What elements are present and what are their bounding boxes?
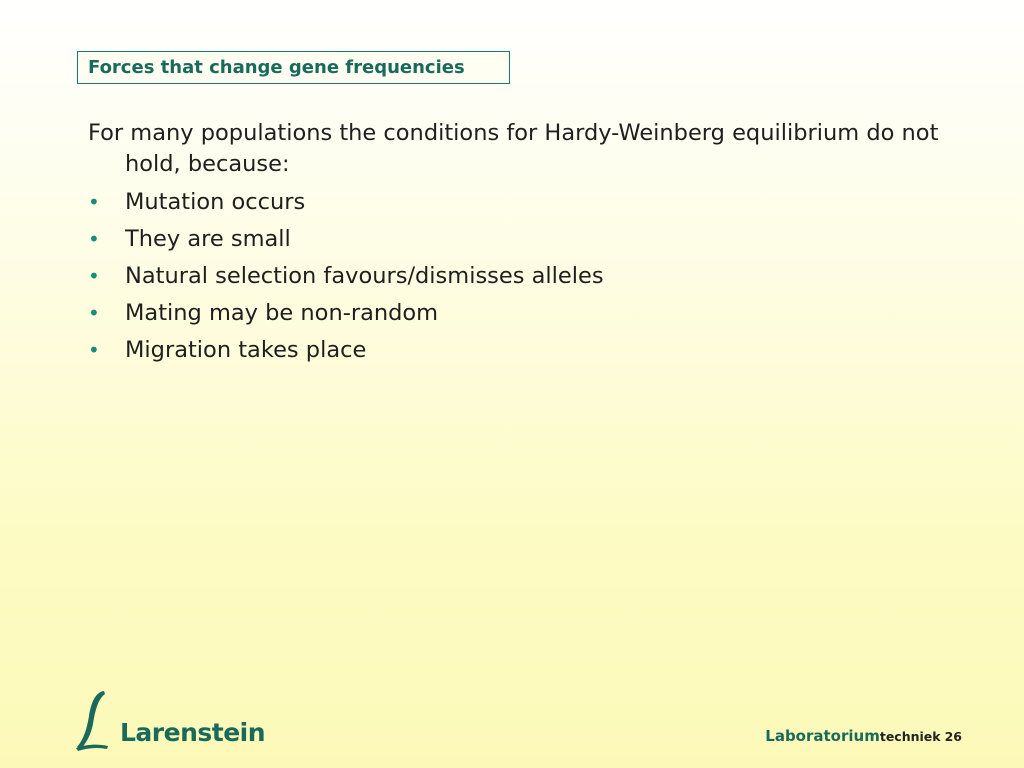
list-item	[88, 258, 988, 295]
larenstein-l-mark-icon	[74, 688, 122, 752]
bullet-icon: •	[88, 190, 100, 214]
logo-text: Larenstein	[120, 718, 266, 747]
list-item	[88, 332, 988, 369]
list-item-text: Mutation occurs	[125, 189, 306, 215]
larenstein-logo	[74, 688, 266, 752]
footer-course-suffix: techniek	[879, 729, 941, 744]
bullet-icon: •	[88, 264, 100, 288]
list-item-text: Migration takes place	[125, 337, 367, 363]
bullet-icon: •	[88, 227, 100, 251]
page-number: 26	[944, 729, 962, 744]
list-item-text: Mating may be non-random	[125, 300, 439, 326]
slide-title: Forces that change gene frequencies	[77, 51, 510, 84]
list-item-text: Natural selection favours/dismisses alleles	[125, 263, 604, 289]
footer-course-name: Laboratorium	[765, 727, 880, 745]
bullet-list	[88, 184, 988, 369]
bullet-icon: •	[88, 301, 100, 325]
bullet-icon: •	[88, 338, 100, 362]
footer	[765, 726, 962, 745]
intro-text: For many populations the conditions for Hardy-Weinberg equilibrium do not hold, because:	[88, 120, 939, 177]
list-item	[88, 184, 988, 221]
list-item	[88, 221, 988, 258]
list-item-text: They are small	[125, 226, 291, 252]
list-item	[88, 295, 988, 332]
slide-body	[88, 118, 988, 369]
